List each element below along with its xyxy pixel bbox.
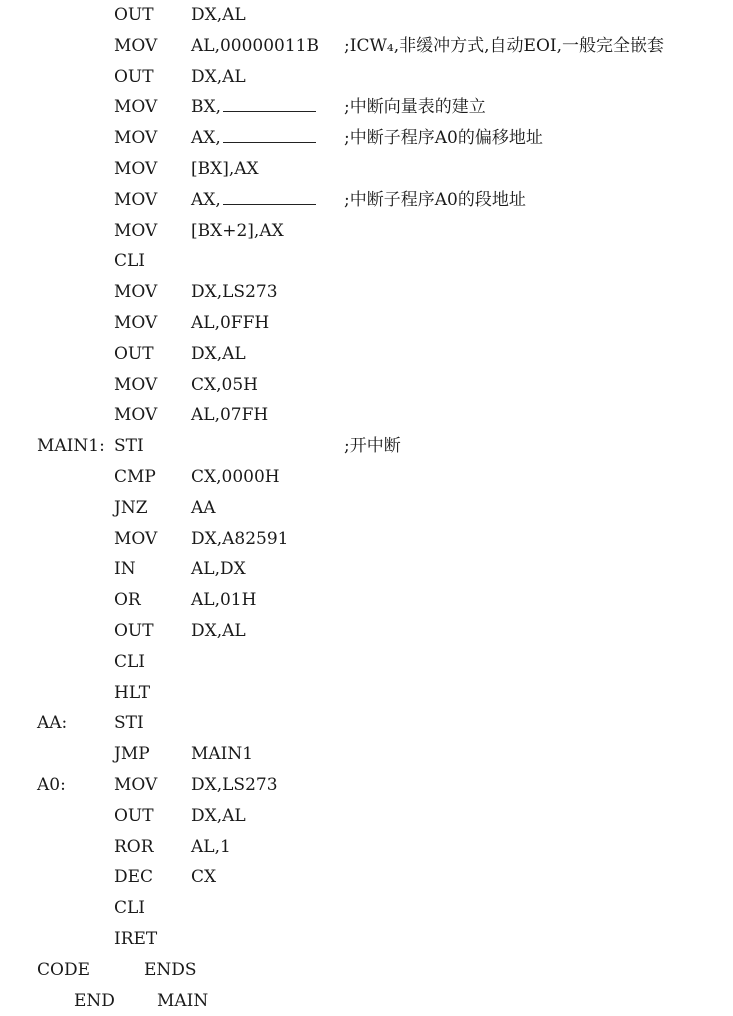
line-label: AA: — [37, 713, 68, 734]
code-line — [0, 431, 733, 461]
instruction-operand: AX, — [191, 185, 316, 215]
code-line — [0, 493, 733, 523]
instruction-mnemonic: MOV — [114, 97, 158, 118]
instruction-operand: CX,0000H — [191, 467, 280, 487]
instruction-operand: DX,AL — [191, 343, 246, 364]
code-line — [0, 862, 733, 892]
code-line — [0, 185, 733, 215]
instruction-mnemonic: HLT — [114, 682, 151, 703]
instruction-operand: AX, — [191, 123, 316, 153]
code-line — [0, 0, 733, 30]
code-line — [0, 370, 733, 400]
code-line — [0, 216, 733, 246]
code-line — [0, 554, 733, 584]
instruction-operand: DX,AL — [191, 805, 246, 826]
instruction-mnemonic: CLI — [114, 898, 146, 919]
fill-in-blank — [223, 94, 316, 112]
instruction-mnemonic: CLI — [114, 251, 146, 272]
instruction-mnemonic: MOV — [114, 128, 158, 149]
code-line — [0, 739, 733, 769]
instruction-mnemonic: IN — [114, 559, 136, 580]
line-label: A0: — [37, 775, 66, 795]
fill-in-blank — [223, 125, 316, 143]
code-line — [0, 339, 733, 369]
instruction-operand: AL,01H — [191, 590, 257, 611]
instruction-mnemonic: MOV — [114, 313, 158, 333]
instruction-operand: CX,05H — [191, 374, 258, 395]
line-label: CODE — [37, 959, 90, 980]
code-line — [0, 92, 733, 122]
code-line — [0, 400, 733, 430]
code-line — [0, 955, 733, 985]
instruction-mnemonic: MOV — [114, 35, 158, 56]
code-line — [0, 893, 733, 923]
code-line — [0, 616, 733, 646]
code-line — [0, 708, 733, 738]
line-comment: ;开中断 — [344, 436, 401, 457]
instruction-mnemonic: STI — [114, 436, 144, 457]
instruction-operand: [BX+2],AX — [191, 220, 284, 241]
instruction-operand: DX,LS273 — [191, 775, 278, 795]
instruction-mnemonic: MOV — [114, 528, 158, 549]
instruction-mnemonic: IRET — [114, 929, 158, 949]
instruction-operand: DX,AL — [191, 66, 246, 87]
code-line — [0, 585, 733, 615]
instruction-mnemonic: CMP — [114, 467, 156, 487]
instruction-mnemonic: MOV — [114, 405, 158, 426]
line-comment: ;中断子程序A0的段地址 — [344, 189, 526, 210]
instruction-mnemonic: JMP — [114, 744, 150, 765]
instruction-mnemonic: DEC — [114, 867, 154, 888]
line-comment: ;中断向量表的建立 — [344, 97, 486, 118]
code-line — [0, 647, 733, 677]
instruction-operand: AA — [191, 497, 216, 518]
line-label: MAIN1: — [37, 436, 105, 457]
code-line — [0, 246, 733, 276]
instruction-mnemonic: ENDS — [144, 959, 197, 980]
instruction-mnemonic: MOV — [114, 374, 158, 395]
instruction-operand: DX,AL — [191, 621, 246, 641]
instruction-mnemonic: OUT — [114, 343, 154, 364]
code-line — [0, 123, 733, 153]
instruction-mnemonic: MOV — [114, 189, 158, 210]
code-line — [0, 308, 733, 338]
code-line — [0, 154, 733, 184]
line-comment: ;ICW₄,非缓冲方式,自动EOI,一般完全嵌套 — [344, 35, 665, 56]
code-line — [0, 832, 733, 862]
code-line — [0, 62, 733, 92]
fill-in-blank — [223, 187, 316, 205]
code-line — [0, 678, 733, 708]
instruction-mnemonic: JNZ — [114, 497, 148, 518]
code-line — [0, 524, 733, 554]
instruction-operand: BX, — [191, 92, 316, 122]
code-line — [0, 986, 733, 1016]
instruction-mnemonic: MOV — [114, 220, 158, 241]
instruction-operand: DX,A82591 — [191, 528, 289, 549]
instruction-mnemonic: CLI — [114, 651, 146, 672]
code-line — [0, 801, 733, 831]
instruction-operand: AL,DX — [191, 559, 246, 580]
code-line — [0, 462, 733, 492]
instruction-operand: CX — [191, 867, 217, 888]
instruction-operand: [BX],AX — [191, 159, 259, 179]
instruction-operand: AL,0FFH — [191, 313, 270, 333]
code-line — [0, 277, 733, 307]
instruction-operand: MAIN1 — [191, 744, 254, 765]
line-label: END — [74, 990, 115, 1011]
instruction-operand: DX,LS273 — [191, 282, 278, 303]
line-comment: ;中断子程序A0的偏移地址 — [344, 128, 543, 149]
instruction-operand: AL,00000011B — [191, 35, 319, 56]
instruction-operand: DX,AL — [191, 5, 246, 25]
instruction-mnemonic: OUT — [114, 805, 154, 826]
instruction-mnemonic: OUT — [114, 621, 154, 641]
code-line — [0, 770, 733, 800]
instruction-mnemonic: OR — [114, 590, 141, 611]
code-line — [0, 31, 733, 61]
instruction-mnemonic: MAIN — [157, 990, 209, 1011]
instruction-mnemonic: MOV — [114, 282, 158, 303]
instruction-mnemonic: OUT — [114, 66, 154, 87]
instruction-mnemonic: OUT — [114, 5, 154, 25]
instruction-mnemonic: MOV — [114, 159, 158, 179]
instruction-mnemonic: ROR — [114, 836, 154, 857]
instruction-operand: AL,1 — [191, 836, 231, 857]
instruction-mnemonic: STI — [114, 713, 144, 734]
instruction-operand: AL,07FH — [191, 405, 269, 426]
instruction-mnemonic: MOV — [114, 775, 158, 795]
code-line — [0, 924, 733, 954]
